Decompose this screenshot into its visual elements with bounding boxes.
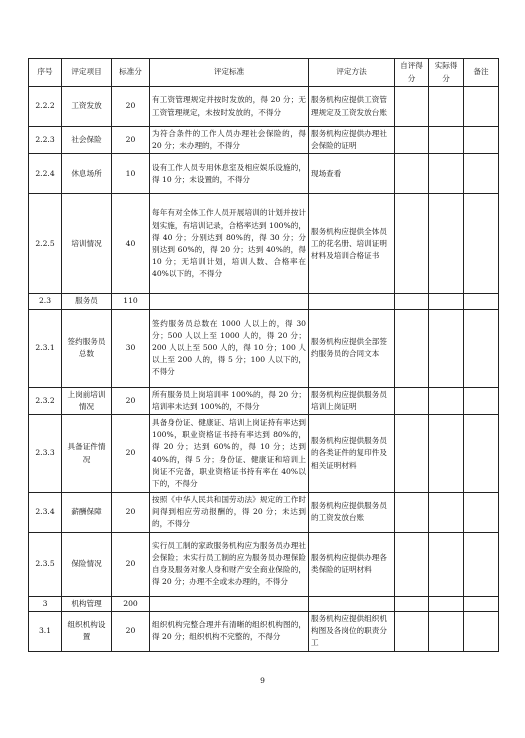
row-standard-score: 20 [112,532,150,596]
row-criteria: 实行员工制的家政服务机构应为服务员办理社会保险；未实行员工制的应为服务员办理保险自身及服务对象人身和财产安全商业保险的，得 20 分；办理不全或未办理的，不得分 [150,532,309,596]
row-self-score [395,87,429,127]
row-method: 服务机构应提供工资管理规定及工资发放台账 [309,87,395,127]
row-actual-score [429,532,464,596]
row-actual-score [429,415,464,493]
table-row [29,532,499,596]
row-criteria: 签约服务员总数在 1000 人以上的，得 30 分；500 人以上至 1000 人的，得 20 分；200 人以上至 500 人的，得 10 分；100 人以上至 200 人的，得 5 分；100 人以下的，不得分 [150,309,309,387]
row-number: 2.3.5 [29,532,62,596]
table-row [29,87,499,127]
row-method: 服务机构应提供办理各类保险的证明材料 [309,532,395,596]
row-actual-score [429,611,464,651]
row-method [309,294,395,309]
table-row [29,611,499,651]
row-standard-score: 20 [112,387,150,414]
row-self-score [395,611,429,651]
row-number: 2.2.3 [29,127,62,154]
row-standard-score: 20 [112,611,150,651]
row-item: 机构管理 [62,596,112,611]
row-method: 服务机构应提供全体员工的花名册、培训证明材料及培训合格证书 [309,194,395,294]
row-remark [464,596,499,611]
header-actual-score: 实际得分 [429,59,464,87]
row-self-score [395,387,429,414]
header-criteria: 评定标准 [150,59,309,87]
row-criteria [150,294,309,309]
row-number: 2.2.5 [29,194,62,294]
table-row [29,294,499,309]
row-self-score [395,154,429,194]
row-standard-score: 40 [112,194,150,294]
header-self-score: 自评得分 [395,59,429,87]
row-criteria: 设有工作人员专用休息室及相应娱乐设施的，得 10 分；未设置的，不得分 [150,154,309,194]
row-number: 3.1 [29,611,62,651]
row-self-score [395,493,429,533]
table-header-row [29,59,499,87]
table-row [29,154,499,194]
row-method: 服务机构应提供办理社会保险的证明 [309,127,395,154]
header-method: 评定方法 [309,59,395,87]
row-item: 服务员 [62,294,112,309]
row-actual-score [429,309,464,387]
row-criteria: 具备身份证、健康证、培训上岗证持有率达到 100%，职业资格证书持有率达到 80%的，得 20 分；达到 60%的，得 10 分；达到 40%的，得 5 分；身份证、健康证和培训上岗证不完备，职业资格证书持有率在 40%以下的，不得分 [150,415,309,493]
row-actual-score [429,294,464,309]
row-criteria: 按照《中华人民共和国劳动法》规定的工作时间得到相应劳动报酬的，得 20 分；未达到的，不得分 [150,493,309,533]
row-remark [464,309,499,387]
row-method: 服务机构应提供服务员的工资发放台账 [309,493,395,533]
row-criteria: 组织机构完整合理并有清晰的组织机构图的，得 20 分；组织机构不完整的，不得分 [150,611,309,651]
row-remark [464,127,499,154]
row-method: 服务机构应提供全部签约服务员的合同文本 [309,309,395,387]
table-body [29,87,499,652]
table-row [29,415,499,493]
row-method: 服务机构应提供组织机构图及各岗位的职责分工 [309,611,395,651]
row-criteria: 为符合条件的工作人员办理社会保险的，得 20 分；未办理的，不得分 [150,127,309,154]
table-row [29,493,499,533]
row-remark [464,611,499,651]
evaluation-table [28,58,499,652]
row-item: 组织机构设置 [62,611,112,651]
table-row [29,194,499,294]
row-remark [464,194,499,294]
row-actual-score [429,387,464,414]
row-criteria: 所有服务员上岗培训率 100%的，得 20 分；培训率未达到 100%的，不得分 [150,387,309,414]
row-item: 签约服务员总数 [62,309,112,387]
row-item: 上岗前培训情况 [62,387,112,414]
row-criteria: 每年有对全体工作人员开展培训的计划并按计划实施，有培训记录，合格率达到 100%的，得 40 分；分别达到 80%的，得 30 分；分别达到 60%的，得 20 分；达到 40%的，得 10 分；无培训计划，培训人数、合格率在 40%以下的，不得分 [150,194,309,294]
row-standard-score: 110 [112,294,150,309]
row-self-score [395,294,429,309]
table-row [29,309,499,387]
table-row [29,127,499,154]
row-actual-score [429,596,464,611]
row-remark [464,87,499,127]
row-criteria: 有工资管理规定并按时发放的，得 20 分；无工资管理规定，未按时发放的，不得分 [150,87,309,127]
row-number: 2.3.3 [29,415,62,493]
row-standard-score: 20 [112,415,150,493]
row-standard-score: 10 [112,154,150,194]
row-method: 服务机构应提供服务员培训上岗证明 [309,387,395,414]
row-item: 保险情况 [62,532,112,596]
row-number: 3 [29,596,62,611]
row-self-score [395,532,429,596]
row-method: 服务机构应提供服务员的各类证件的复印件及相关证明材料 [309,415,395,493]
row-number: 2.2.4 [29,154,62,194]
row-item: 社会保险 [62,127,112,154]
table-row [29,387,499,414]
row-actual-score [429,87,464,127]
row-standard-score: 20 [112,493,150,533]
row-item: 具备证件情况 [62,415,112,493]
row-number: 2.3.4 [29,493,62,533]
row-standard-score: 30 [112,309,150,387]
row-remark [464,387,499,414]
row-method [309,596,395,611]
row-item: 薪酬保障 [62,493,112,533]
row-self-score [395,415,429,493]
row-actual-score [429,127,464,154]
row-standard-score: 200 [112,596,150,611]
row-number: 2.3.1 [29,309,62,387]
row-self-score [395,596,429,611]
row-self-score [395,194,429,294]
row-remark [464,415,499,493]
table-row [29,596,499,611]
row-item: 休息场所 [62,154,112,194]
header-item: 评定项目 [62,59,112,87]
row-remark [464,154,499,194]
row-number: 2.3.2 [29,387,62,414]
row-remark [464,532,499,596]
row-remark [464,294,499,309]
row-method: 现场查看 [309,154,395,194]
row-self-score [395,309,429,387]
header-score: 标准分 [112,59,150,87]
row-criteria [150,596,309,611]
row-standard-score: 20 [112,127,150,154]
row-item: 培训情况 [62,194,112,294]
row-number: 2.2.2 [29,87,62,127]
header-remark: 备注 [464,59,499,87]
row-actual-score [429,194,464,294]
row-self-score [395,127,429,154]
row-item: 工资发放 [62,87,112,127]
row-number: 2.3 [29,294,62,309]
row-actual-score [429,154,464,194]
row-remark [464,493,499,533]
row-standard-score: 20 [112,87,150,127]
page-number: 9 [260,676,265,685]
row-actual-score [429,493,464,533]
header-no: 序号 [29,59,62,87]
